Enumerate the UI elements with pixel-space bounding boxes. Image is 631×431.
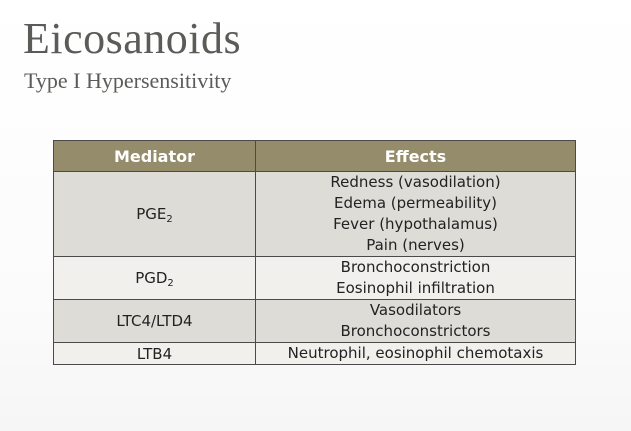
effect-item: Eosinophil infiltration [336, 279, 495, 297]
mediator-name: PGD [135, 269, 168, 287]
effect-item: Fever (hypothalamus) [333, 215, 498, 233]
mediator-cell [54, 172, 256, 257]
effects-cell [256, 257, 576, 300]
table-header-row [54, 141, 576, 172]
table-row [54, 257, 576, 300]
slide-title: Eicosanoids [23, 14, 242, 63]
effect-item: Pain (nerves) [366, 236, 465, 254]
slide-subtitle: Type I Hypersensitivity [24, 68, 232, 93]
header-effects: Effects [256, 141, 576, 172]
effects-cell [256, 300, 576, 343]
header-mediator: Mediator [54, 141, 256, 172]
mediator-cell [54, 300, 256, 343]
mediator-name: LTC4/LTD4 [116, 312, 193, 330]
mediator-table [53, 140, 576, 365]
effects-cell [256, 172, 576, 257]
effect-item: Edema (permeability) [334, 194, 497, 212]
table-row [54, 172, 576, 257]
effect-item: Vasodilators [369, 301, 462, 319]
effect-item: Bronchoconstriction [340, 258, 491, 276]
effect-item: Neutrophil, eosinophil chemotaxis [287, 344, 544, 362]
effect-item: Redness (vasodilation) [330, 173, 501, 191]
mediator-subscript: 2 [166, 214, 173, 225]
effect-item: Bronchoconstrictors [340, 322, 491, 340]
effects-cell [256, 343, 576, 365]
mediator-cell [54, 343, 256, 365]
table-row [54, 300, 576, 343]
mediator-cell [54, 257, 256, 300]
mediator-name: LTB4 [136, 344, 173, 363]
table-row [54, 343, 576, 365]
mediator-name: PGE [136, 205, 167, 223]
mediator-subscript: 2 [167, 278, 174, 289]
